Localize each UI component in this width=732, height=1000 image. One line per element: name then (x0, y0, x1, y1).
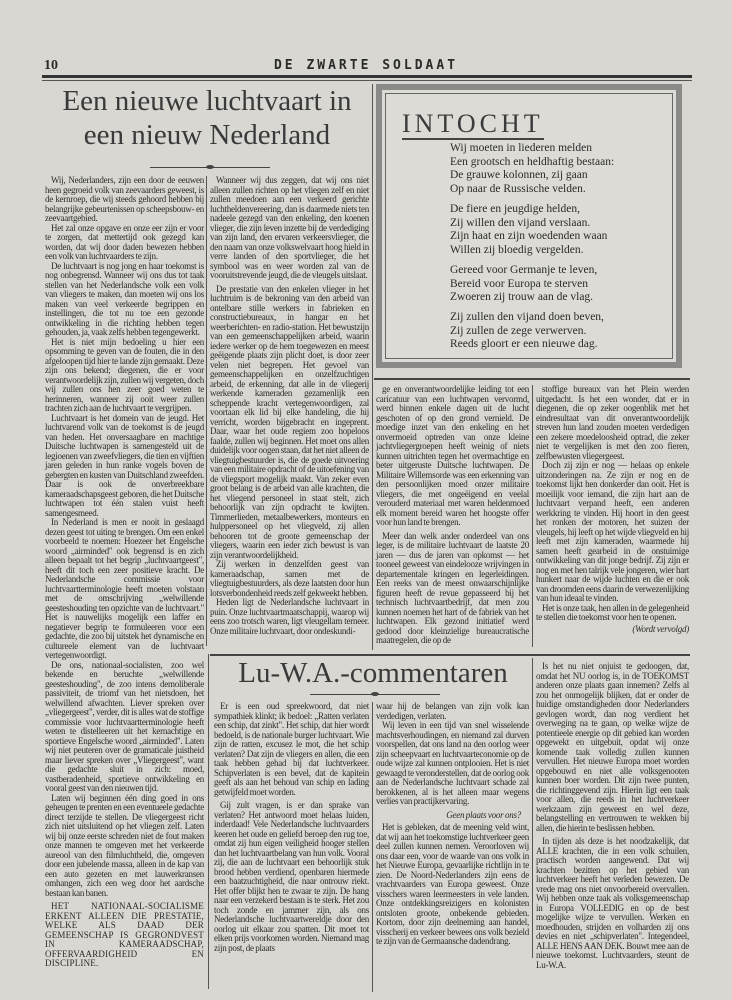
article-column-1 (45, 176, 204, 969)
section-rule (374, 378, 690, 380)
paragraph: In Nederland is men er nooit in geslaagd dezen geest tot uiting te brengen. Om een enkel voorbeeld te noemen: Hoezeer het Engelsche woord „airminded" ook begrensd is en zich alleen bepaalt tot het begrip „luchtvaartgeest", heeft dit toch een zeer positieve kracht. De Nederlandsche commissie voor luchtvaartterminologie heeft moeten volstaan met de omschrijving „welwillende geesteshouding ten opzichte van de luchtvaart." Het is nauwelijks mogelijk een laffer en negatiever begrip te formuleeren voor een gedachte, die zoo bij uitstek het dynamische en cultureele element van de luchtvaart vertegenwoordigt. (45, 517, 204, 660)
poem-line: Zijn haat en zijn woedenden waan (450, 230, 608, 242)
poem-stanza (450, 264, 597, 305)
luwa-column-3 (536, 662, 689, 970)
poem-line: Op naar de Russische velden. (450, 182, 586, 195)
paragraph: In tijden als deze is het noodzakelijk, dat ALLE krachten, die in een volk schuilen, practisch worden aangewend. Dat wij krachten bezitten op het gebied van luchtverkeer heeft het verleden bewezen. De vrede mag ons niet onvoorbereid overvallen. Wij hebben onze taak als volksgemeenschap in Europa VOLLEDIG en op de best mogelijke wijze te vervullen. Werken en moedhouden, strijden en volharden zij ons devies en niet „schipverlaten". Integendeel, ALLE HENS AAN DEK. Bouwt mee aan de nieuwe toekomst. Luchtvaarders, steunt de Lu-W.A. (536, 836, 689, 970)
column-divider (532, 658, 533, 958)
poem-line: Willen zij bloedig vergelden. (450, 243, 584, 256)
section-rule (210, 654, 690, 656)
paragraph: Wanneer wij dus zeggen, dat wij ons niet alleen zullen richten op het vliegen zelf en niet zullen meedoen aan een verkeerd gerichte luchtheldenvereering, dan is daarmede niets ten nadeele gezegd van den enkeling, den koenen vlieger, die zijn leven inzette bij de verdediging van zijn land, den ervaren verkeersvlieger, die den naam van onze volkswelvaart hoog hield in verre landen of den sportvlieger, die het symbool was en weer worden zal van de vooruitstrevende jeugd, die de vleugels uitslaat. (210, 175, 369, 280)
headline-line-2: een nieuw Nederland (83, 119, 331, 151)
paragraph: ge en onverantwoordelijke leiding tot een caricatuur van een luchtwapen vervormd, werd binnen enkele dagen uit de lucht geschoten of op den grond vernield. De moedige inzet van den enkeling en het onvermoeid optreden van onze kleine jachtvliegergroepen heeft weinig of niets kunnen uitrichten tegen het overmachtige en beter uitgeruste Duitsche luchtwapen. De Militaire Willemsorde was een erkenning van den persoonlijken moed onzer militaire vliegers, die met ongeëigend en veelal verouderd materiaal met waren heldenmoed elk moment bereid waren het hoogste offer voor hun land te brengen. (376, 384, 529, 527)
masthead-rule-thin (42, 80, 692, 81)
continued-note: (Wordt vervolgd) (632, 623, 689, 634)
luwa-column-2 (376, 702, 529, 947)
closing-statement: HET NATIONAAL-SOCIALISME ERKENT ALLEEN DIE PRESTATIE, WELKE ALS DAAD DER GEMEENSCHAP IS GEGRONDVEST IN KAMERAADSCHAP, OFFERVAARDIGHEID EN DISCIPLINE. (45, 901, 204, 968)
paragraph: stoffige bureaux van het Plein werden uitgedacht. Is het een wonder, dat er in diegenen, die op zeker oogenblik met het eindresultaat van dit onverantwoordelijk streven hun land zouden moeten verdedigen een zekere moedeloosheid optrad, die zeker niet te vergelijken is met den zoo fieren, zelfbewusten vliegergeest. (536, 384, 689, 461)
paragraph: Wij, Nederlanders, zijn een door de eeuwen heen gegroeid volk van zeevaarders geweest, is de kernroep, die wij steeds gehoord hebben bij belangrijke gebeurtenissen op scheepsbouw- en zeevaartgebied. (45, 175, 204, 223)
luwa-ornament (310, 694, 440, 695)
poem-stanza (450, 311, 604, 352)
paragraph: Het zal onze opgave en onze eer zijn er voor te zorgen, dat mettertijd ook gezegd kan worden, dat wij door daden bewezen hebben een volk van luchtvaarders te zijn. (45, 222, 204, 261)
column-divider (208, 654, 209, 989)
paragraph: Het is gebleken, dat de meening veld wint, dat wij aan het toekomstige luchtverkeer geen deel zullen kunnen nemen. Veroorloven wij ons daar een, voor de waarde van ons volk in het Nieuwe Europa, gevaarlijke richtlijn in te zien. De Noord-Nederlanders zijn eens de vrachtvaarders van Europa geweest. Onze visschers waren leermeesters in vele landen. Onze ontdekkingsreizigers en kolonisten ontsloten groote, onbekende gebieden. Kortom, door zijn deelneming aan handel, visscherij en verkeer bewees ons volk bezield te zijn van de Germaansche dadendrang. (376, 822, 529, 946)
paragraph: Wij leven in een tijd van snel wisselende machtsverhoudingen, en niemand zal durven voorspellen, dat ons land na den oorlog weer zijn scheepvaart en luchtvaarteconomie op de oude wijze zal kunnen ontplooien. Het is niet gewaagd te veronderstellen, dat de oorlog ook aan de Nederlandsche luchtvaart schade zal berokkenen, al is het alleen maar wegens verlies van practijkervaring. (376, 720, 529, 806)
poem-stanza (450, 142, 614, 196)
column-divider (532, 385, 533, 647)
masthead-rule (42, 75, 692, 78)
poem-stanza (450, 203, 607, 257)
poem-line: Een grootsch en heldhaftig bestaan: (450, 155, 615, 168)
poem-line: Zij zullen den vijand doen beven, (450, 311, 604, 323)
paragraph: Gij zult vragen, is er dan sprake van verlaten? Het antwoord moet helaas luiden, inderdaad! Vele Nederlandsche luchtvaarders keeren het oude en geliefd beroep den rug toe, omdat zij hun eigen veiligheid hooger stellen dan het luchtvaartbelang van hun volk. Vooral zij, die aan de luchtvaart een behoorlijk stuk brood hebben verdiend, openbaren hiermede een baatzuchtigheid, die naar ontrouw riekt. Het offer blijkt hen te zwaar te zijn. De hang naar een verzekerd bestaan is te sterk. Het zou toch zonde en jammer zijn, als ons Nederlandsche luchtvaartwereldje door den oorlog uit elkaar zou spatten. Dit moet tot elken prijs voorkomen worden. Niemand mag zijn post, de plaats (214, 800, 369, 953)
article-column-2 (210, 176, 369, 636)
paragraph: Het is onze taak, hen allen in de gelegenheid te stellen die toekomst voor hen te openen. (536, 602, 689, 622)
poem-line: De fiere en jeugdige helden, (450, 203, 580, 215)
poem-box (376, 84, 682, 368)
paragraph: waar hij de belangen van zijn volk kan verdedigen, verlaten. (376, 701, 529, 721)
headline-ornament (150, 167, 270, 168)
column-divider (206, 176, 207, 646)
paragraph: Meer dan welk ander onderdeel van ons leger, is de militaire luchtvaart de laatste 20 jaren — dus de jaren van opkomst — het tooneel geweest van eindelooze wrijvingen in departementale kringen en legerleidingen. Een reeks van de meest onwaarschijnlijke figuren heeft de revue gepasseerd bij het technisch luchtvaartbedrijf, dat men zou kunnen noemen het hart of de fabriek van het luchtwapen. Elk gezond initiatief werd gedood door kleinzielige bureaucratische maatregelen, die op de (376, 530, 529, 645)
article-headline (44, 84, 370, 152)
headline-line-1: Een nieuwe luchtvaart in (62, 85, 352, 117)
column-divider (372, 84, 373, 650)
luwa-column-1 (214, 702, 369, 953)
poem-line: Zwoeren zij trouw aan de vlag. (450, 291, 594, 303)
paragraph: De luchtvaart is nog jong en haar toekomst is nog onbegrensd. Wanneer wij ons dus tot taak stellen van het Nederlandsche volk een volk van vliegers te maken, dan moeten wij ons los maken van veel verkeerde begrippen en instellingen, die tot nu toe een gezonde ontwikkeling in die richting hebben tegen gehouden, ja, vaak zelfs hebben tegengewerkt. (45, 260, 204, 337)
paragraph: De ons, nationaal-socialisten, zoo wel bekende en beruchte „welwillende geesteshouding", de zoo intens demoliberale passiviteit, de triomf van het nietsdoen, het welwillend afwachten. Liever spreken over „vliegergeest", verder, dit is alles wat de stoffige commissie voor luchtvaartterminologie heeft weten te distelleeren uit het kernachtige en sportieve Engelsche woord „airminded". Laten wij niet peuteren over de gramaticale juistheid maar liever spreken over „Vliegergeest", want die gedachte sluit in zich: moed, vastberadenheid, sportieve ontwikkeling en vooral geest van den nieuwen tijd. (45, 659, 204, 793)
paragraph: De prestatie van den enkelen vlieger in het luchtruim is de bekroning van den arbeid van ontelbare stille werkers in fabrieken en constructiebureaux, in hangar en het weerberichten- en radio-station. Het bewustzijn van een gemeenschappelijken arbeid, waarin iedere werker op de hem toegewezen en meest geëigende plaats zijn plicht doet, is door zeer velen niet begrepen. Het gevoel van gemeenschappelijken en onzelfzuchtigen arbeid, de erkenning, dat alle in de vliegerij werkende kameraden gezamenlijk een scheppende kracht vertegenwoordigen, zal voortaan elk lid bij elke handeling, die hij verricht, worden bijgebracht en ingeprent. Daar, waar het oude regiem zoo hopeloos faalde, zullen wij beginnen. Het moet ons allen duidelijk voor oogen staan, dat het niet alleen de vliegtuigbestuurder is, die de goede uitvoering van een militaire opdracht of de uitoefening van de vliegsport mogelijk maakt. Van zeker even groot belang is de arbeid van alle krachten, die het vliegend personeel in staat stelt, zich behoorlijk van zijn opdracht te kwijten. Timmerlieden, metaalbewerkers, monteurs en hulppersoneel op het vliegveld, zij allen behooren tot de groote gemeenschap der vliegers, waarin een ieder zich bewust is van zijn verantwoordelijkheid. (210, 283, 369, 560)
paragraph: Er is een oud spreekwoord, dat niet sympathiek klinkt; ik bedoel: „Ratten verlaten een schip, dat zinkt". Het schip, dat hier wordt bedoeld, is de nationale burger luchtvaart. Wie zijn de ratten, excusez le mot, die het schip verlaten? Dat zijn de vliegers en allen, die een taak hebben gehad bij dat luchtverkeer. Schipverlaten is een bevel, dat de kapitein geeft als aan het behoud van schip en lading getwijfeld moet worden. (214, 701, 369, 797)
paragraph: Heden ligt de Nederlandsche luchtvaart in puin. Onze luchtvaartmaatschappij, waarop wij eens zoo trotsch waren, ligt vleugellam terneer. Onze militaire luchtvaart, door ondeskundi- (210, 597, 369, 636)
poem-line: Reeds gloort er een nieuwe dag. (450, 338, 598, 350)
poem-line: De grauwe kolonnen, zij gaan (450, 169, 588, 181)
luwa-subheading: Geen plaats voor ons? (446, 809, 521, 820)
page-number: 10 (44, 58, 58, 73)
article-column-3 (376, 385, 529, 646)
masthead: DE ZWARTE SOLDAAT (273, 58, 459, 73)
paragraph: Is het nu niet onjuist te gedoogen, dat, omdat het NU oorlog is, in de TOEKOMST anderen onze plaats gaan innemen? Zelfs al zou het onmogelijk blijken, dat er onder de huidige omstandigheden door Nederlanders gevlogen wordt, dan nog verdient het overweging na te gaan, op welke wijze de potentieele energie op dit gebied kan worden opgewekt en uitgebuit, opdat wij onze komende taak volledig zullen kunnen vervullen. Het nieuwe Europa moet worden opgebouwd en niet alle volksgenooten kunnen boer worden. Dit zijn twee punten, die richtinggevend zijn. Hierin ligt een taak voor allen, die reeds in het luchtverkeer werkzaam zijn geweest en wel deze, belangstelling en vertrouwen te wekken bij allen, die hierin te beslissen hebben. (536, 661, 689, 833)
paragraph: Laten wij beginnen één ding goed in ons geheugen te prenten en een eventueele gedachte direct terzijde te stellen. De vliegergeest richt zich niet uitsluitend op het vliegen zelf. Laten wij bij onze eerste schreden niet de fout maken onze mannen te omgeven met het verkeerde aureool van den filmluchtheld, die, omgeven door een jubelende massa, alleen in de kap van een auto gezeten en met lauwerkransen omhangen, zich een weg door het aardsche bestaan kan banen. (45, 792, 205, 898)
paragraph: Luchtvaart is het domein van de jeugd. Het luchtvarend volk van de toekomst is de jeugd van heden. Het onversaagbare en machtige Duitsche luchtwapen is samengesteld uit de legioenen van zweefvliegers, die tien en vijftien jaren geleden in hun ranke vogels boven de gebergten en kusten van Duitschland zweefden. Daar is ook de onverbreekbare kameraadschapsgeest geboren, die het Duitsche luchtwapen tot één stalen vuist heeft samengesmeed. (45, 412, 204, 518)
paragraph: Zij werken in denzelfden geest van kameraadschap, samen met de vliegtuigbestuurders, als deze laatsten door hun lotsverbondenheid reeds zelf gekweekt hebben. (210, 559, 369, 598)
paragraph: Het is niet mijn bedoeling u hier een opsomming te geven van de fouten, die in den afgeloopen tijd hier te lande zijn gemaakt. Deze zijn ons bekend; diegenen, die er voor verantwoordelijk zijn, zullen wij vergeten, doch wij zullen ons hen zeer goed weten te herinneren, wanneer zij ooit weer zullen trachten zich aan de luchtvaart te vergrijpen. (45, 336, 204, 413)
poem-line: Gereed voor Germanje te leven, (450, 264, 598, 276)
column-divider (372, 702, 373, 992)
poem-title: INTOCHT (402, 109, 544, 138)
poem-line: Zij willen den vijand verslaan. (450, 216, 591, 229)
article-column-4 (536, 385, 689, 634)
luwa-headline: Lu-W.A.-commentaren (238, 657, 508, 689)
poem-line: Wij moeten in liederen melden (450, 142, 592, 154)
poem-line: Bereid voor Europa te sterven (450, 277, 588, 290)
paragraph: Doch zij zijn er nog — helaas op enkele uitzonderingen na. Ze zijn er nog en de toekomst lijkt hen donkerder dan ooit. Het is moeilijk voor iemand, die zijn hart aan de luchtvaart verpand heeft, een anderen werkkring te vinden. Hij hoort in den geest het ronken der motoren, het suizen der vleugels, hij leeft op het wijde vliegveld en hij leeft met zijn kameraden, waarmede hij samen heeft gearbeid in de onstuimige ontwikkeling van dit jonge bedrijf. Zij zijn er nog en met hen talrijk vele jongeren, wier hart hunkert naar de wijde luchten en die er ook van droomden eens daarin de verwezenlijking van hun ideaal te vinden. (536, 460, 689, 603)
poem-line: Zij zullen de zege verwerven. (450, 324, 587, 337)
